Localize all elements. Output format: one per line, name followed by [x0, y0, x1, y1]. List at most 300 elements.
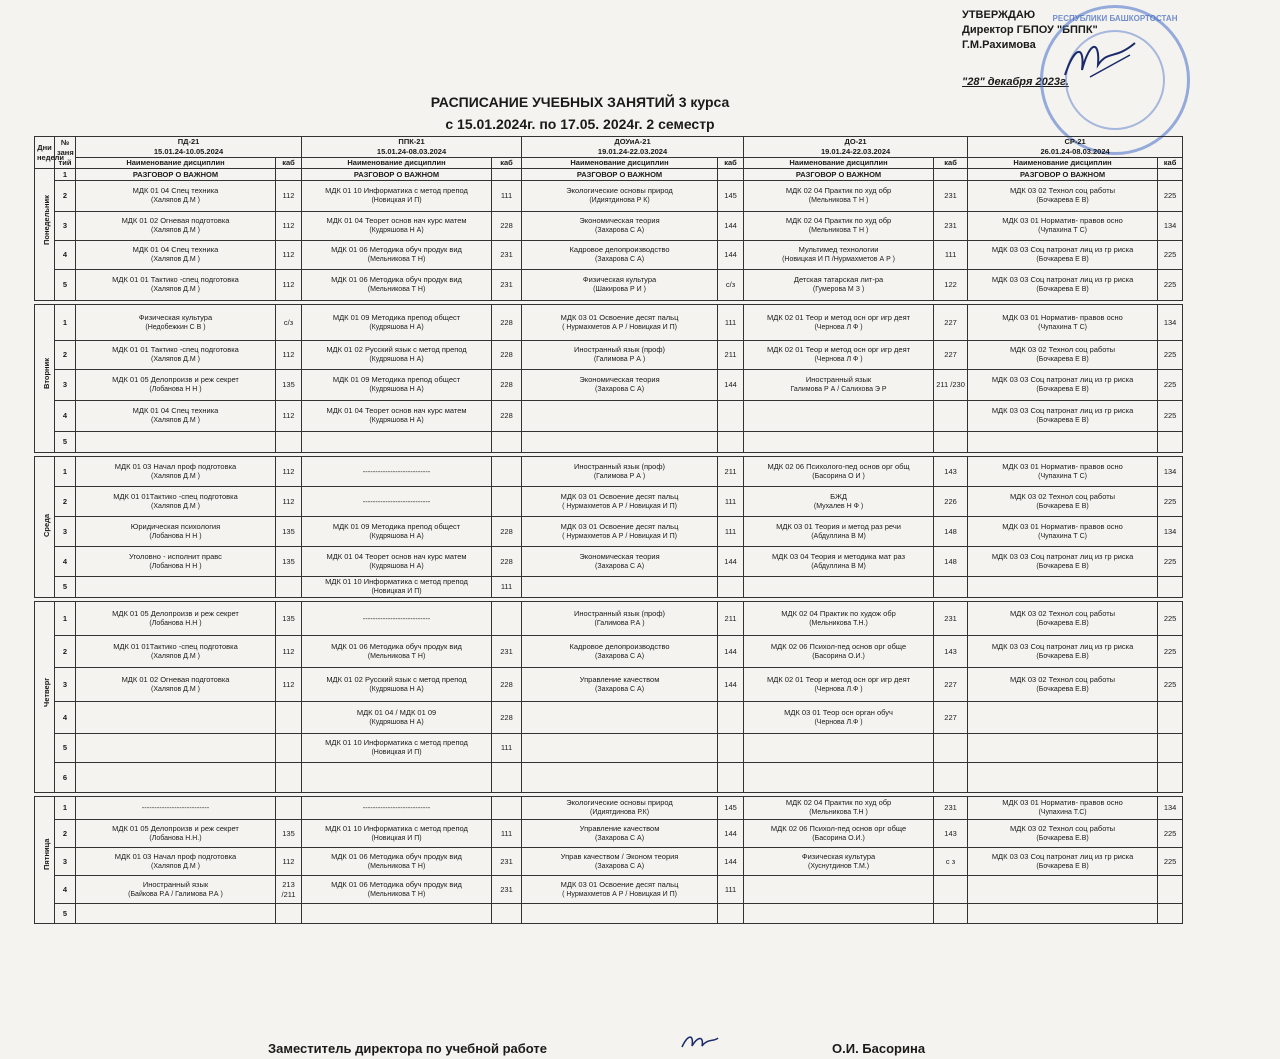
- room-cell: 148: [934, 547, 968, 577]
- room-cell: 122: [934, 270, 968, 301]
- room-cell: 144: [718, 668, 744, 702]
- room-cell: 228: [492, 401, 522, 432]
- lesson-number: 4: [55, 702, 76, 734]
- subject-name: МДК 01 03 Начал проф подготовка: [114, 461, 237, 471]
- subject-column-header: Наименование дисциплин: [76, 158, 276, 169]
- lesson-number-header: № заня тий: [55, 137, 76, 169]
- room-cell: 135: [276, 820, 302, 848]
- subject-cell: [302, 370, 492, 401]
- subject-name: Физическая культура: [801, 851, 876, 861]
- subject-cell: [522, 602, 718, 636]
- room-cell: [276, 797, 302, 820]
- subject-cell: [744, 241, 934, 270]
- lesson-row: [35, 668, 1183, 702]
- lesson-number: 3: [55, 848, 76, 876]
- room-cell: 225: [1158, 848, 1183, 876]
- subject-name: МДК 01 04 Теорет основ нач курс матем: [326, 216, 467, 225]
- subject-name: РАЗГОВОР О ВАЖНОМ: [353, 169, 440, 179]
- teacher-name: (Басорина О И ): [812, 472, 865, 480]
- room-cell: 111: [718, 876, 744, 904]
- subject-name: Иностранный язык: [805, 375, 872, 384]
- subject-column-header: Наименование дисциплин: [968, 158, 1158, 169]
- subject-name: МДК 03 01 Норматив- правов осно: [1002, 521, 1123, 531]
- teacher-name: (Новицкая И П /Нурмахметов А Р ): [782, 256, 896, 263]
- subject-cell: [302, 734, 492, 763]
- teacher-name: ( Нурмахметов А Р / Новицкая И П): [562, 502, 677, 510]
- subject-name: МДК 01 04 Теорет основ нач курс матем: [326, 406, 467, 415]
- room-cell: 227: [934, 702, 968, 734]
- room-cell: 213 /211: [276, 876, 302, 904]
- subject-cell: [302, 305, 492, 341]
- subject-cell: [744, 487, 934, 517]
- subject-cell: [744, 169, 934, 181]
- room-cell: 135: [276, 602, 302, 636]
- subject-cell: [76, 636, 276, 668]
- subject-name: Иностранный язык: [142, 879, 209, 889]
- subject-cell: [968, 577, 1158, 598]
- teacher-name: (Мельникова Т Н ): [808, 197, 869, 204]
- lesson-row: [35, 577, 1183, 598]
- teacher-name: (Халяпов Д.М ): [151, 862, 200, 870]
- subject-cell: [744, 401, 934, 432]
- subject-cell: [302, 487, 492, 517]
- subject-cell: [302, 401, 492, 432]
- subject-cell: [76, 457, 276, 487]
- subject-name: МДК 02 04 Практик по худ обр: [785, 216, 892, 225]
- subject-name: МДК 03 01 Освоение десят пальц: [560, 521, 679, 531]
- subject-cell: [302, 169, 492, 181]
- lesson-number: 2: [55, 636, 76, 668]
- subject-name: МДК 01 09 Методика препод общест: [332, 521, 461, 531]
- subject-cell: [968, 457, 1158, 487]
- room-cell: [492, 797, 522, 820]
- subject-cell: [522, 432, 718, 453]
- lesson-number: 3: [55, 668, 76, 702]
- subject-cell: [76, 241, 276, 270]
- subject-cell: [522, 241, 718, 270]
- lesson-row: [35, 734, 1183, 763]
- subject-name: РАЗГОВОР О ВАЖНОМ: [132, 169, 219, 179]
- room-cell: [492, 602, 522, 636]
- teacher-name: (Галимова Р А ): [593, 472, 646, 480]
- approval-line-1: УТВЕРЖДАЮ: [962, 9, 1036, 21]
- subject-cell: [968, 305, 1158, 341]
- subject-cell: [302, 820, 492, 848]
- subject-name: МДК 01 02 Огневая подготовка: [121, 674, 230, 684]
- subject-cell: [522, 341, 718, 370]
- room-cell: [1158, 904, 1183, 924]
- room-cell: 111: [718, 487, 744, 517]
- subject-cell: [744, 341, 934, 370]
- subject-name: МДК 02 06 Психол-пед основ орг обще: [770, 641, 907, 651]
- subject-cell: [744, 547, 934, 577]
- teacher-name: (Кудряшова Н А): [369, 532, 424, 540]
- teacher-name: (Мухалев Н Ф ): [813, 502, 864, 510]
- teacher-name: (Халяпов Д.М ): [151, 356, 200, 363]
- subject-cell: [76, 169, 276, 181]
- schedule-table: [34, 136, 1183, 924]
- room-cell: 112: [276, 848, 302, 876]
- group-header: ДОУиА-21 19.01.24-22.03.2024: [522, 137, 744, 158]
- room-cell: [492, 432, 522, 453]
- subject-cell: [968, 169, 1158, 181]
- teacher-name: (Чернова Л Ф ): [814, 356, 863, 363]
- subject-name: МДК 02 01 Теор и метод осн орг игр деят: [767, 312, 911, 322]
- subject-cell: [968, 517, 1158, 547]
- subject-cell: [76, 487, 276, 517]
- lesson-row: [35, 517, 1183, 547]
- teacher-name: (Хуснутдинов Т.М.): [808, 862, 870, 870]
- subject-cell: [302, 668, 492, 702]
- subject-name: МДК 03 03 Соц патронат лиц из гр риска: [991, 851, 1134, 861]
- room-cell: 225: [1158, 668, 1183, 702]
- subject-cell: [522, 457, 718, 487]
- subject-name: Экологические основы природ: [566, 798, 673, 807]
- subject-cell: [302, 432, 492, 453]
- room-cell: [492, 487, 522, 517]
- room-cell: 111: [492, 577, 522, 598]
- subject-cell: [302, 904, 492, 924]
- room-cell: [718, 904, 744, 924]
- subject-cell: [522, 577, 718, 598]
- subject-name: МДК 03 01 Теория и метод раз речи: [776, 521, 901, 531]
- room-cell: 231: [934, 181, 968, 212]
- teacher-name: (Халяпов Д.М ): [151, 652, 200, 660]
- subject-name: МДК 01 09 Методика препод общест: [332, 375, 461, 384]
- subject-name: РАЗГОВОР О ВАЖНОМ: [1019, 169, 1106, 179]
- subject-cell: [968, 370, 1158, 401]
- subject-cell: [522, 487, 718, 517]
- subject-name: МДК 03 02 Технол соц работы: [1010, 823, 1116, 833]
- room-cell: 134: [1158, 517, 1183, 547]
- subject-cell: [302, 602, 492, 636]
- room-cell: 112: [276, 457, 302, 487]
- subject-cell: [968, 763, 1158, 793]
- subject-name: ---------------------------: [362, 466, 431, 476]
- lesson-row: [35, 797, 1183, 820]
- teacher-name: (Басорина О.И.): [812, 652, 865, 660]
- room-cell: 111: [718, 517, 744, 547]
- subject-cell: [76, 820, 276, 848]
- teacher-name: (Бочкарева Е В): [1036, 286, 1089, 293]
- subject-name: МДК 03 01 Теор осн орган обуч: [784, 707, 893, 717]
- room-cell: [934, 432, 968, 453]
- subject-cell: [522, 848, 718, 876]
- subject-cell: [76, 577, 276, 598]
- room-cell: [934, 904, 968, 924]
- director-signature-icon: [1060, 35, 1140, 85]
- lesson-row: [35, 432, 1183, 453]
- teacher-name: (Халяпов Д.М ): [151, 502, 200, 510]
- lesson-number: 2: [55, 341, 76, 370]
- subject-name: МДК 03 04 Теория и методика мат раз: [772, 551, 906, 561]
- subject-cell: [522, 763, 718, 793]
- subject-name: МДК 03 02 Технол соц работы: [1010, 491, 1116, 501]
- subject-cell: [76, 763, 276, 793]
- teacher-name: (Байкова Р.А / Галимова Р.А ): [128, 890, 223, 898]
- subject-cell: [522, 517, 718, 547]
- room-cell: 145: [718, 181, 744, 212]
- subject-name: МДК 02 04 Практик по худож обр: [781, 608, 896, 618]
- subject-name: МДК 02 01 Теор и метод осн орг игр деят: [767, 674, 911, 684]
- subject-name: МДК 03 01 Освоение десят пальц: [560, 312, 679, 322]
- lesson-number: 4: [55, 547, 76, 577]
- room-cell: [276, 169, 302, 181]
- subject-cell: [522, 401, 718, 432]
- teacher-name: (Кудряшова Н А): [369, 356, 424, 363]
- teacher-name: (Галимова Р.А ): [594, 619, 645, 627]
- teacher-name: (Лобанова Н.Н ): [149, 619, 202, 627]
- subject-cell: [968, 668, 1158, 702]
- room-cell: 225: [1158, 547, 1183, 577]
- room-cell: с/з: [276, 305, 302, 341]
- lesson-number: 1: [55, 169, 76, 181]
- lesson-number: 5: [55, 577, 76, 598]
- room-cell: [718, 734, 744, 763]
- teacher-name: (Кудряшова Н А): [369, 386, 424, 393]
- teacher-name: (Бочкарева Е В): [1036, 562, 1089, 570]
- subject-name: Физическая культура: [138, 312, 213, 322]
- lesson-row: [35, 270, 1183, 301]
- lesson-number: 1: [55, 305, 76, 341]
- group-header: ДО-21 19.01.24-22.03.2024: [744, 137, 968, 158]
- lesson-row: [35, 212, 1183, 241]
- subject-name: МДК 01 02 Русский язык с метод препод: [326, 674, 467, 684]
- room-cell: 111: [492, 734, 522, 763]
- teacher-name: (Мельникова Т Н): [367, 256, 426, 263]
- teacher-name: (Новицкая И П): [371, 749, 422, 756]
- subject-name: МДК 01 04 Теорет основ нач курс матем: [326, 551, 467, 561]
- subject-cell: [744, 212, 934, 241]
- teacher-name: (Захарова С А): [595, 685, 645, 693]
- subject-name: БЖД: [830, 491, 848, 501]
- teacher-name: (Абдуллина В М): [811, 562, 866, 570]
- room-cell: 144: [718, 547, 744, 577]
- subject-name: МДК 02 04 Практик по худ обр: [785, 798, 892, 807]
- room-cell: 111: [718, 305, 744, 341]
- lesson-number: 4: [55, 401, 76, 432]
- subject-name: МДК 01 01Тактико -спец подготовка: [113, 491, 238, 501]
- subject-cell: [522, 636, 718, 668]
- teacher-name: (Мельникова Т Н): [367, 652, 426, 660]
- teacher-name: (Халяпов Д.М ): [151, 197, 200, 204]
- subject-cell: [76, 668, 276, 702]
- subject-cell: [76, 517, 276, 547]
- subject-cell: [76, 370, 276, 401]
- subject-name: МДК 01 10 Информатика с метод препод: [325, 823, 468, 833]
- teacher-name: (Бочкарева Е В): [1036, 256, 1089, 263]
- room-cell: 143: [934, 636, 968, 668]
- teacher-name: (Чупахина Т С): [1038, 323, 1088, 331]
- teacher-name: (Басорина О.И.): [812, 834, 865, 842]
- subject-cell: [744, 432, 934, 453]
- lesson-number: 5: [55, 904, 76, 924]
- room-cell: [718, 401, 744, 432]
- subject-name: Юридическая психология: [130, 521, 221, 531]
- subject-cell: [968, 602, 1158, 636]
- approval-line-3: Г.М.Рахимова: [962, 39, 1036, 51]
- room-cell: 135: [276, 370, 302, 401]
- lesson-number: 2: [55, 820, 76, 848]
- room-cell: 231: [492, 848, 522, 876]
- lesson-number: 3: [55, 212, 76, 241]
- subject-cell: [744, 270, 934, 301]
- room-cell: [934, 401, 968, 432]
- room-cell: 111: [492, 181, 522, 212]
- room-cell: 144: [718, 848, 744, 876]
- teacher-name: (Бочкарева Е В): [1036, 386, 1089, 393]
- room-column-header: каб: [718, 158, 744, 169]
- room-column-header: каб: [492, 158, 522, 169]
- subject-name: МДК 03 01 Освоение десят пальц: [560, 879, 679, 889]
- teacher-name: (Бочкарева Е В): [1036, 417, 1089, 424]
- subject-cell: [968, 241, 1158, 270]
- subject-cell: [744, 602, 934, 636]
- teacher-name: (Чупахина Т С): [1038, 472, 1088, 480]
- subject-cell: [302, 241, 492, 270]
- subject-cell: [76, 212, 276, 241]
- room-cell: 225: [1158, 370, 1183, 401]
- subject-name: МДК 01 01 Тактико -спец подготовка: [112, 275, 239, 284]
- subject-name: МДК 01 06 Методика обуч продук вид: [331, 641, 462, 651]
- room-cell: 231: [492, 876, 522, 904]
- subject-name: МДК 01 04 Спец техника: [132, 245, 219, 254]
- subject-cell: [302, 341, 492, 370]
- teacher-name: (Халяпов Д.М ): [151, 286, 200, 293]
- teacher-name: (Халяпов Д.М ): [151, 685, 200, 693]
- lesson-row: [35, 876, 1183, 904]
- subject-cell: [302, 763, 492, 793]
- subject-name: Иностранный язык (проф): [574, 345, 666, 354]
- lesson-number: 5: [55, 270, 76, 301]
- room-cell: 111: [492, 820, 522, 848]
- page-title: РАСПИСАНИЕ УЧЕБНЫХ ЗАНЯТИЙ 3 курса: [430, 94, 730, 110]
- subject-cell: [744, 668, 934, 702]
- room-cell: [934, 577, 968, 598]
- subject-cell: [744, 904, 934, 924]
- subject-cell: [744, 820, 934, 848]
- room-cell: 228: [492, 341, 522, 370]
- subject-cell: [302, 270, 492, 301]
- room-cell: 231: [934, 797, 968, 820]
- subject-name: МДК 03 02 Технол соц работы: [1010, 345, 1116, 354]
- seal-text: РЕСПУБЛИКИ БАШКОРТОСТАН: [1052, 14, 1178, 23]
- lesson-row: [35, 457, 1183, 487]
- room-cell: с з: [934, 848, 968, 876]
- subject-name: МДК 03 03 Соц патронат лиц из гр риска: [991, 275, 1134, 284]
- room-cell: 225: [1158, 636, 1183, 668]
- subject-cell: [522, 734, 718, 763]
- teacher-name: (Новицкая И П): [371, 834, 422, 842]
- room-cell: 225: [1158, 487, 1183, 517]
- subject-cell: [968, 734, 1158, 763]
- subject-cell: [522, 212, 718, 241]
- subject-name: РАЗГОВОР О ВАЖНОМ: [795, 169, 882, 179]
- subject-name: МДК 01 06 Методика обуч продук вид: [331, 245, 462, 254]
- subject-cell: [744, 848, 934, 876]
- room-cell: 225: [1158, 341, 1183, 370]
- teacher-name: (Мельникова Т Н ): [808, 227, 869, 234]
- day-label: Среда: [35, 457, 55, 598]
- room-cell: 148: [934, 517, 968, 547]
- room-cell: 144: [718, 636, 744, 668]
- subject-name: МДК 03 02 Технол соц работы: [1010, 608, 1116, 618]
- lesson-number: 6: [55, 763, 76, 793]
- subject-cell: [302, 876, 492, 904]
- subject-name: МДК 03 03 Соц патронат лиц из гр риска: [991, 551, 1134, 561]
- subject-name: МДК 01 05 Делопроизв и реж секрет: [112, 375, 239, 384]
- lesson-number: 1: [55, 602, 76, 636]
- room-cell: 145: [718, 797, 744, 820]
- subject-name: МДК 01 02 Русский язык с метод препод: [326, 345, 467, 354]
- teacher-name: (Мельникова Т Н): [367, 286, 426, 293]
- teacher-name: (Недобежкин С В ): [145, 323, 206, 331]
- subject-column-header: Наименование дисциплин: [522, 158, 718, 169]
- subject-name: Уголовно - исполнит правс: [129, 551, 222, 561]
- teacher-name: (Мельникова Т Н): [367, 890, 426, 898]
- subject-cell: [76, 270, 276, 301]
- subject-cell: [744, 702, 934, 734]
- teacher-name: (Захарова С А): [595, 227, 645, 234]
- room-cell: 112: [276, 341, 302, 370]
- lesson-row: [35, 305, 1183, 341]
- lesson-row: [35, 547, 1183, 577]
- subject-cell: [522, 547, 718, 577]
- teacher-name: (Бочкарева Е.В): [1036, 834, 1089, 842]
- group-header-row: [35, 137, 1183, 158]
- teacher-name: (Халяпов Д.М ): [151, 417, 200, 424]
- room-cell: [1158, 763, 1183, 793]
- subject-cell: [76, 702, 276, 734]
- teacher-name: (Бочкарева Е В): [1036, 356, 1089, 363]
- lesson-row: [35, 602, 1183, 636]
- lesson-row: [35, 401, 1183, 432]
- lesson-number: 2: [55, 487, 76, 517]
- teacher-name: (Чернова Л Ф ): [814, 323, 863, 331]
- subject-cell: [968, 487, 1158, 517]
- room-cell: 228: [492, 305, 522, 341]
- deputy-signature-icon: [680, 1032, 720, 1054]
- subject-name: Кадровое делопроизводство: [569, 641, 670, 651]
- subject-cell: [76, 432, 276, 453]
- room-cell: 231: [934, 602, 968, 636]
- lesson-row: [35, 702, 1183, 734]
- subject-name: МДК 03 01 Норматив- правов осно: [1002, 461, 1123, 471]
- subject-name: ---------------------------: [362, 613, 431, 623]
- subject-cell: [744, 517, 934, 547]
- room-cell: 135: [276, 517, 302, 547]
- teacher-name: (Чупахина Т С): [1038, 227, 1088, 234]
- subject-name: МДК 03 01 Норматив- правов осно: [1002, 798, 1123, 807]
- lesson-row: [35, 169, 1183, 181]
- subject-cell: [76, 797, 276, 820]
- room-cell: 112: [276, 487, 302, 517]
- subject-name: Иностранный язык (проф): [574, 461, 666, 471]
- subject-cell: [744, 876, 934, 904]
- subject-cell: [522, 370, 718, 401]
- subject-column-header: Наименование дисциплин: [302, 158, 492, 169]
- room-cell: 112: [276, 636, 302, 668]
- subject-cell: [76, 848, 276, 876]
- room-cell: [718, 763, 744, 793]
- room-cell: 144: [718, 370, 744, 401]
- room-cell: 112: [276, 668, 302, 702]
- subject-cell: [968, 876, 1158, 904]
- subject-cell: [522, 820, 718, 848]
- room-cell: 228: [492, 668, 522, 702]
- room-cell: 231: [492, 270, 522, 301]
- room-cell: 134: [1158, 305, 1183, 341]
